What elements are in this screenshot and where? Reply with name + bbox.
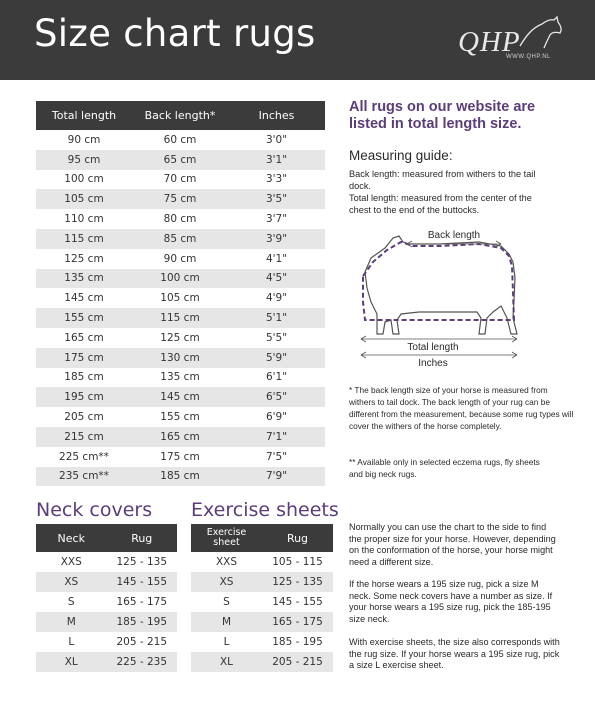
neck-row-cell: 225 - 235 bbox=[107, 652, 178, 672]
exercise-row bbox=[191, 612, 333, 632]
guidance-paragraph-1: Normally you can use the chart to the side to find the proper size for your horse. However, depending on the conformation of the horse, your horse might need a different size. bbox=[349, 522, 556, 567]
size-row bbox=[36, 348, 325, 368]
logo-url: WWW.QHP.NL bbox=[506, 54, 551, 60]
size-row-cell: 195 cm bbox=[36, 387, 132, 407]
exercise-row bbox=[191, 592, 333, 612]
size-row bbox=[36, 407, 325, 427]
header-exercise-line1: Exercise bbox=[206, 527, 247, 538]
size-row-cell: 125 cm bbox=[64, 252, 104, 265]
size-row-cell: 110 cm bbox=[64, 213, 104, 226]
neck-covers-title: Neck covers bbox=[36, 499, 153, 521]
neck-row-cell: L bbox=[68, 636, 75, 648]
size-row-cell: 165 cm bbox=[64, 331, 104, 344]
size-row-cell: 95 cm bbox=[36, 150, 132, 170]
size-row bbox=[36, 130, 325, 150]
size-row-cell: 60 cm bbox=[163, 133, 197, 146]
neck-row-cell: 125 - 135 bbox=[116, 556, 168, 568]
back-length-definition: Back length: measured from withers to the tail dock. bbox=[349, 169, 536, 191]
size-row bbox=[36, 427, 325, 447]
horse-measuring-diagram bbox=[349, 222, 529, 372]
size-row-cell: 175 cm bbox=[36, 348, 132, 368]
guidance-paragraph-2: If the horse wears a 195 size rug, pick a size M neck. Some neck covers have a number as size. If your horse wears a 195 size rug, pick the 185-195 size neck. bbox=[349, 579, 553, 624]
size-row-cell: 5'5" bbox=[265, 331, 288, 344]
header-neck: Neck bbox=[36, 524, 107, 552]
neck-row bbox=[36, 632, 177, 652]
header-inches: Inches bbox=[228, 101, 325, 130]
size-row-cell: 175 cm bbox=[160, 450, 200, 463]
size-table-header bbox=[36, 101, 325, 130]
size-row-cell: 7'9" bbox=[228, 467, 325, 487]
neck-row bbox=[36, 572, 177, 592]
size-row-cell: 155 cm bbox=[36, 308, 132, 328]
measuring-guide-title: Measuring guide: bbox=[349, 148, 453, 163]
size-row bbox=[36, 447, 325, 467]
header-exercise-line2: sheet bbox=[213, 537, 240, 548]
size-row bbox=[36, 328, 325, 348]
size-row-cell: 135 cm bbox=[36, 269, 132, 289]
neck-row-cell: 205 - 215 bbox=[116, 636, 168, 648]
size-row-cell: 65 cm bbox=[132, 150, 228, 170]
guidance-paragraph-3: With exercise sheets, the size also corresponds with the rug size. If your horse wears a 195 size rug, pick a size L exercise sheet. bbox=[349, 637, 560, 670]
size-row bbox=[36, 288, 325, 308]
header-exercise-sheet bbox=[191, 524, 262, 552]
size-row-cell: 185 cm bbox=[64, 371, 104, 384]
size-row-cell: 135 cm bbox=[160, 371, 200, 384]
neck-row-cell: 165 - 175 bbox=[116, 596, 168, 608]
exercise-sheets-title: Exercise sheets bbox=[191, 499, 339, 521]
size-row-cell: 90 cm bbox=[163, 252, 197, 265]
size-row bbox=[36, 209, 325, 229]
horse-head-logo-icon bbox=[516, 16, 564, 50]
size-row-cell: 6'1" bbox=[265, 371, 288, 384]
exercise-row-cell: XL bbox=[191, 652, 262, 672]
size-row bbox=[36, 269, 325, 289]
exercise-row bbox=[191, 572, 333, 592]
neck-row-cell: S bbox=[67, 596, 75, 608]
size-row-cell: 85 cm bbox=[132, 229, 228, 249]
exercise-row bbox=[191, 552, 333, 572]
size-row bbox=[36, 229, 325, 249]
size-row-cell: 4'1" bbox=[265, 252, 288, 265]
neck-covers-table bbox=[36, 524, 177, 672]
size-row-cell: 3'1" bbox=[228, 150, 325, 170]
size-row bbox=[36, 308, 325, 328]
size-row-cell: 3'5" bbox=[228, 189, 325, 209]
header-rug: Rug bbox=[107, 524, 178, 552]
footnote-back-length: * The back length size of your horse is measured from withers to tail dock. The back length of your rug can be different from the measurement, because some rug types will cover the withers of the horse completely. bbox=[349, 385, 574, 431]
size-row-cell: 3'0" bbox=[265, 133, 288, 146]
neck-row bbox=[36, 552, 177, 572]
neck-row-cell: XXS bbox=[60, 556, 82, 568]
header-back-length: Back length* bbox=[132, 101, 228, 130]
neck-row bbox=[36, 592, 177, 612]
lead-text: All rugs on our website are listed in total length size. bbox=[349, 99, 536, 132]
size-row-cell: 7'1" bbox=[228, 427, 325, 447]
size-row-cell: 6'9" bbox=[265, 411, 288, 424]
exercise-row-cell: S bbox=[223, 596, 230, 608]
exercise-row-cell: XXS bbox=[215, 556, 238, 568]
exercise-row-cell: 205 - 215 bbox=[262, 652, 333, 672]
size-row-cell: 3'9" bbox=[228, 229, 325, 249]
exercise-row-cell: 125 - 135 bbox=[262, 572, 333, 592]
exercise-row-cell: XS bbox=[191, 572, 262, 592]
neck-row-cell: XL bbox=[36, 652, 107, 672]
size-row-cell: 145 cm bbox=[132, 387, 228, 407]
exercise-row-cell: 185 - 195 bbox=[272, 636, 323, 648]
size-row-cell: 155 cm bbox=[160, 411, 200, 424]
size-row-cell: 205 cm bbox=[64, 411, 104, 424]
size-row-cell: 4'9" bbox=[265, 292, 288, 305]
page-title: Size chart rugs bbox=[34, 12, 316, 55]
footnote-availability: ** Available only in selected eczema rugs, fly sheets and big neck rugs. bbox=[349, 457, 540, 479]
exercise-table-header bbox=[191, 524, 333, 552]
header-rug: Rug bbox=[262, 524, 333, 552]
exercise-row-cell: 165 - 175 bbox=[262, 612, 333, 632]
neck-table-header bbox=[36, 524, 177, 552]
diagram-inches-label: Inches bbox=[418, 358, 448, 369]
logo-text: QHP bbox=[458, 26, 521, 58]
exercise-row-cell: 105 - 115 bbox=[272, 556, 323, 568]
exercise-row bbox=[191, 652, 333, 672]
size-row-cell: 5'1" bbox=[228, 308, 325, 328]
neck-row-cell: XS bbox=[36, 572, 107, 592]
qhp-logo bbox=[454, 14, 564, 64]
size-row-cell: 105 cm bbox=[160, 292, 200, 305]
size-row-cell: 125 cm bbox=[160, 331, 200, 344]
exercise-sheets-table bbox=[191, 524, 333, 672]
size-row-cell: 3'3" bbox=[265, 173, 288, 186]
size-row-cell: 80 cm bbox=[163, 213, 197, 226]
size-row-cell: 7'5" bbox=[265, 450, 288, 463]
exercise-row-cell: 145 - 155 bbox=[272, 596, 323, 608]
size-row-cell: 3'7" bbox=[265, 213, 288, 226]
exercise-row-cell: L bbox=[223, 636, 230, 648]
size-row bbox=[36, 170, 325, 190]
size-row-cell: 215 cm bbox=[36, 427, 132, 447]
size-row bbox=[36, 249, 325, 269]
size-row-cell: 70 cm bbox=[163, 173, 197, 186]
size-row bbox=[36, 368, 325, 388]
size-row bbox=[36, 387, 325, 407]
size-row-cell: 6'5" bbox=[228, 387, 325, 407]
size-row-cell: 130 cm bbox=[132, 348, 228, 368]
exercise-row bbox=[191, 632, 333, 652]
size-row-cell: 185 cm bbox=[132, 467, 228, 487]
size-row-cell: 115 cm bbox=[36, 229, 132, 249]
exercise-row-cell: M bbox=[191, 612, 262, 632]
size-row-cell: 165 cm bbox=[132, 427, 228, 447]
size-row-cell: 225 cm** bbox=[59, 450, 109, 463]
size-row bbox=[36, 189, 325, 209]
neck-row bbox=[36, 612, 177, 632]
size-row-cell: 75 cm bbox=[132, 189, 228, 209]
size-row bbox=[36, 467, 325, 487]
neck-row-cell: 145 - 155 bbox=[107, 572, 178, 592]
diagram-total-length-label: Total length bbox=[407, 342, 459, 353]
header-total-length: Total length bbox=[36, 101, 132, 130]
size-row-cell: 4'5" bbox=[228, 269, 325, 289]
size-row-cell: 115 cm bbox=[132, 308, 228, 328]
size-row-cell: 235 cm** bbox=[36, 467, 132, 487]
size-row bbox=[36, 150, 325, 170]
size-row-cell: 90 cm bbox=[67, 133, 101, 146]
size-row-cell: 105 cm bbox=[36, 189, 132, 209]
neck-row-cell: M bbox=[36, 612, 107, 632]
neck-row-cell: 185 - 195 bbox=[107, 612, 178, 632]
size-table bbox=[36, 101, 325, 486]
header-bar bbox=[0, 0, 595, 80]
neck-row bbox=[36, 652, 177, 672]
size-row-cell: 100 cm bbox=[132, 269, 228, 289]
total-length-definition: Total length: measured from the center of the chest to the end of the buttocks. bbox=[349, 193, 532, 215]
size-row-cell: 5'9" bbox=[228, 348, 325, 368]
size-row-cell: 145 cm bbox=[64, 292, 104, 305]
size-row-cell: 100 cm bbox=[64, 173, 104, 186]
diagram-back-length-label: Back length bbox=[427, 230, 481, 241]
